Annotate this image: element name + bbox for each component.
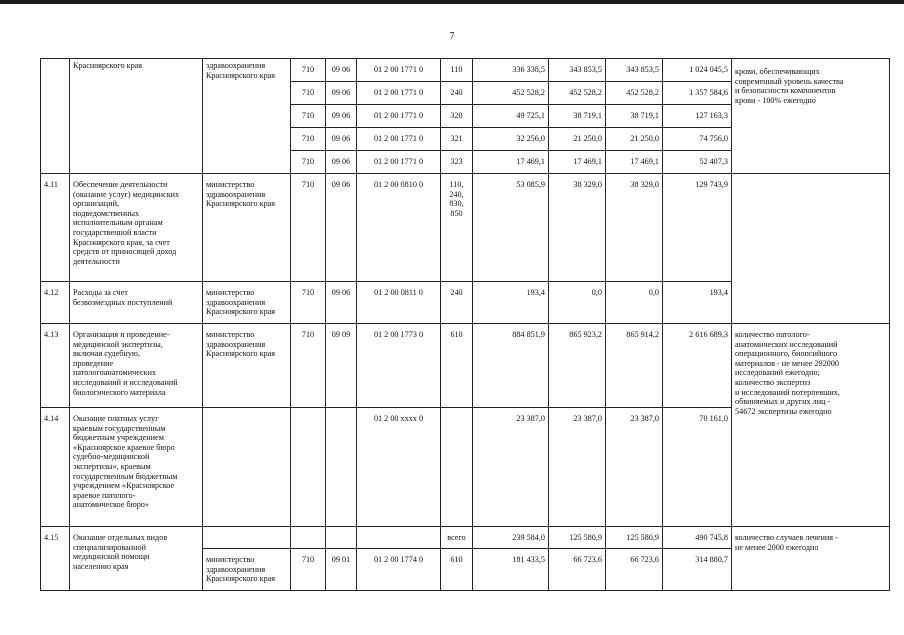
year2-cell: 23 387,0 — [549, 408, 606, 527]
measure-name-cell: Оказание отдельных видов специализированной медицинской помощи населению края — [70, 527, 203, 591]
year1-cell: 193,4 — [473, 282, 549, 324]
row-index-cell: 4.14 — [41, 408, 70, 527]
rzpr-cell: 09 06 — [326, 105, 357, 128]
vr-cell: 240 — [441, 282, 473, 324]
budget-table — [40, 58, 890, 591]
csr-cell — [357, 527, 441, 549]
rzpr-cell: 09 06 — [326, 174, 357, 282]
year2-cell: 38 719,1 — [549, 105, 606, 128]
administrator-cell — [203, 408, 291, 527]
year1-cell: 452 528,2 — [473, 82, 549, 105]
measure-name-cell: Красноярского края — [70, 59, 203, 174]
year2-cell: 125 580,9 — [549, 527, 606, 549]
grbs-cell: 710 — [291, 549, 326, 591]
year1-cell: 239 584,0 — [473, 527, 549, 549]
year1-cell: 49 725,1 — [473, 105, 549, 128]
grbs-cell: 710 — [291, 105, 326, 128]
rzpr-cell — [326, 408, 357, 527]
year1-cell: 336 338,5 — [473, 59, 549, 82]
table-row — [41, 174, 890, 282]
year3-cell: 452 528,2 — [606, 82, 663, 105]
csr-cell: 01 2 00 0810 0 — [357, 174, 441, 282]
rzpr-cell: 09 06 — [326, 151, 357, 174]
total-cell: 52 407,3 — [663, 151, 732, 174]
table-row — [41, 59, 890, 82]
year3-cell: 21 250,0 — [606, 128, 663, 151]
vr-cell: 610 — [441, 549, 473, 591]
administrator-cell: министерство здравоохранения Красноярского края — [203, 174, 291, 282]
vr-cell — [441, 408, 473, 527]
year2-cell: 865 923,2 — [549, 324, 606, 408]
administrator-cell: здравоохранения Красноярского края — [203, 59, 291, 174]
csr-cell: 01 2 00 1771 0 — [357, 105, 441, 128]
grbs-cell: 710 — [291, 174, 326, 282]
year1-cell: 17 469,1 — [473, 151, 549, 174]
administrator-cell: министерство здравоохранения Красноярского края — [203, 324, 291, 408]
measure-name-cell: Обеспечение деятельности (оказание услуг) медицинских организаций, подведомственных исполнительным органам государственной власти Красноярского края, за счет средств от приносящей доход деятельности — [70, 174, 203, 282]
csr-cell: 01 2 00 1773 0 — [357, 324, 441, 408]
row-index-cell: 4.13 — [41, 324, 70, 408]
year1-cell: 32 256,0 — [473, 128, 549, 151]
administrator-cell: министерство здравоохранения Красноярского края — [203, 549, 291, 591]
csr-cell: 01 2 00 1771 0 — [357, 82, 441, 105]
total-cell: 74 756,0 — [663, 128, 732, 151]
rzpr-cell — [326, 527, 357, 549]
row-index-cell — [41, 59, 70, 174]
page-number: 7 — [449, 31, 455, 42]
year3-cell: 23 387,0 — [606, 408, 663, 527]
year2-cell: 21 250,0 — [549, 128, 606, 151]
csr-cell: 01 2 00 1771 0 — [357, 59, 441, 82]
grbs-cell: 710 — [291, 128, 326, 151]
total-cell: 314 880,7 — [663, 549, 732, 591]
year1-cell: 884 851,9 — [473, 324, 549, 408]
year1-cell: 23 387,0 — [473, 408, 549, 527]
year2-cell: 38 329,0 — [549, 174, 606, 282]
year2-cell: 452 528,2 — [549, 82, 606, 105]
year2-cell: 0,0 — [549, 282, 606, 324]
csr-cell: 01 2 00 1771 0 — [357, 128, 441, 151]
rzpr-cell: 09 06 — [326, 82, 357, 105]
rzpr-cell: 09 09 — [326, 324, 357, 408]
vr-cell: 323 — [441, 151, 473, 174]
year3-cell: 865 914,2 — [606, 324, 663, 408]
grbs-cell: 710 — [291, 324, 326, 408]
row-index-cell: 4.15 — [41, 527, 70, 591]
year1-cell: 181 433,5 — [473, 549, 549, 591]
total-cell: 70 161,0 — [663, 408, 732, 527]
total-cell: 2 616 689,3 — [663, 324, 732, 408]
csr-cell: 01 2 00 0811 0 — [357, 282, 441, 324]
year2-cell: 66 723,6 — [549, 549, 606, 591]
table-row — [41, 527, 890, 549]
year2-cell: 17 469,1 — [549, 151, 606, 174]
expected-result-cell — [732, 174, 890, 324]
measure-name-cell: Расходы за счет безвозмездных поступлений — [70, 282, 203, 324]
total-cell: 129 743,9 — [663, 174, 732, 282]
csr-cell: 01 2 00 1774 0 — [357, 549, 441, 591]
grbs-cell: 710 — [291, 59, 326, 82]
total-cell: 127 163,3 — [663, 105, 732, 128]
expected-result-cell: количество патолого- анатомических исследований операционного, биопсийного материалов - не менее 292000 исследований ежегодно; количество экспертиз и исследований потерпевших, обвиняемых и других лиц - 54672 экспертизы ежегодно — [732, 324, 890, 527]
year3-cell: 38 719,1 — [606, 105, 663, 128]
rzpr-cell: 09 06 — [326, 282, 357, 324]
year3-cell: 38 329,0 — [606, 174, 663, 282]
year1-cell: 53 085,9 — [473, 174, 549, 282]
total-cell: 193,4 — [663, 282, 732, 324]
total-cell: 1 024 045,5 — [663, 59, 732, 82]
vr-cell: 240 — [441, 82, 473, 105]
year3-cell: 343 853,5 — [606, 59, 663, 82]
year2-cell: 343 853,5 — [549, 59, 606, 82]
administrator-cell — [203, 527, 291, 549]
grbs-cell — [291, 527, 326, 549]
grbs-cell: 710 — [291, 82, 326, 105]
vr-cell: всего — [441, 527, 473, 549]
vr-cell: 320 — [441, 105, 473, 128]
vr-cell: 110, 240, 830, 850 — [441, 174, 473, 282]
administrator-cell: министерство здравоохранения Красноярского края — [203, 282, 291, 324]
measure-name-cell: Организация и проведение- медицинской экспертизы, включая судебную, проведение патологоанатомических исследований и исследований биологического материала — [70, 324, 203, 408]
row-index-cell: 4.11 — [41, 174, 70, 282]
csr-cell: 01 2 00 1771 0 — [357, 151, 441, 174]
total-cell: 1 357 584,6 — [663, 82, 732, 105]
year3-cell: 17 469,1 — [606, 151, 663, 174]
total-cell: 490 745,8 — [663, 527, 732, 549]
expected-result-cell: количество случаев лечения - не менее 2000 ежегодно — [732, 527, 890, 591]
grbs-cell — [291, 408, 326, 527]
scan-top-edge — [0, 0, 904, 4]
rzpr-cell: 09 06 — [326, 128, 357, 151]
vr-cell: 321 — [441, 128, 473, 151]
vr-cell: 110 — [441, 59, 473, 82]
year3-cell: 66 723,6 — [606, 549, 663, 591]
measure-name-cell: Оказание платных услуг краевым государственным бюджетным учреждением «Красноярское краевое бюро судебно-медицинской экспертизы», краевым государственным бюджетным учреждением «Красноярское краевое патолого- анатомическое бюро» — [70, 408, 203, 527]
table-row — [41, 324, 890, 408]
rzpr-cell: 09 01 — [326, 549, 357, 591]
grbs-cell: 710 — [291, 151, 326, 174]
csr-cell: 01 2 00 xxxx 0 — [357, 408, 441, 527]
year3-cell: 125 580,9 — [606, 527, 663, 549]
row-index-cell: 4.12 — [41, 282, 70, 324]
vr-cell: 610 — [441, 324, 473, 408]
year3-cell: 0,0 — [606, 282, 663, 324]
grbs-cell: 710 — [291, 282, 326, 324]
rzpr-cell: 09 06 — [326, 59, 357, 82]
expected-result-cell: крови, обеспечивающих современный уровень качества и безопасности компонентов крови - 100% ежегодно — [732, 59, 890, 174]
